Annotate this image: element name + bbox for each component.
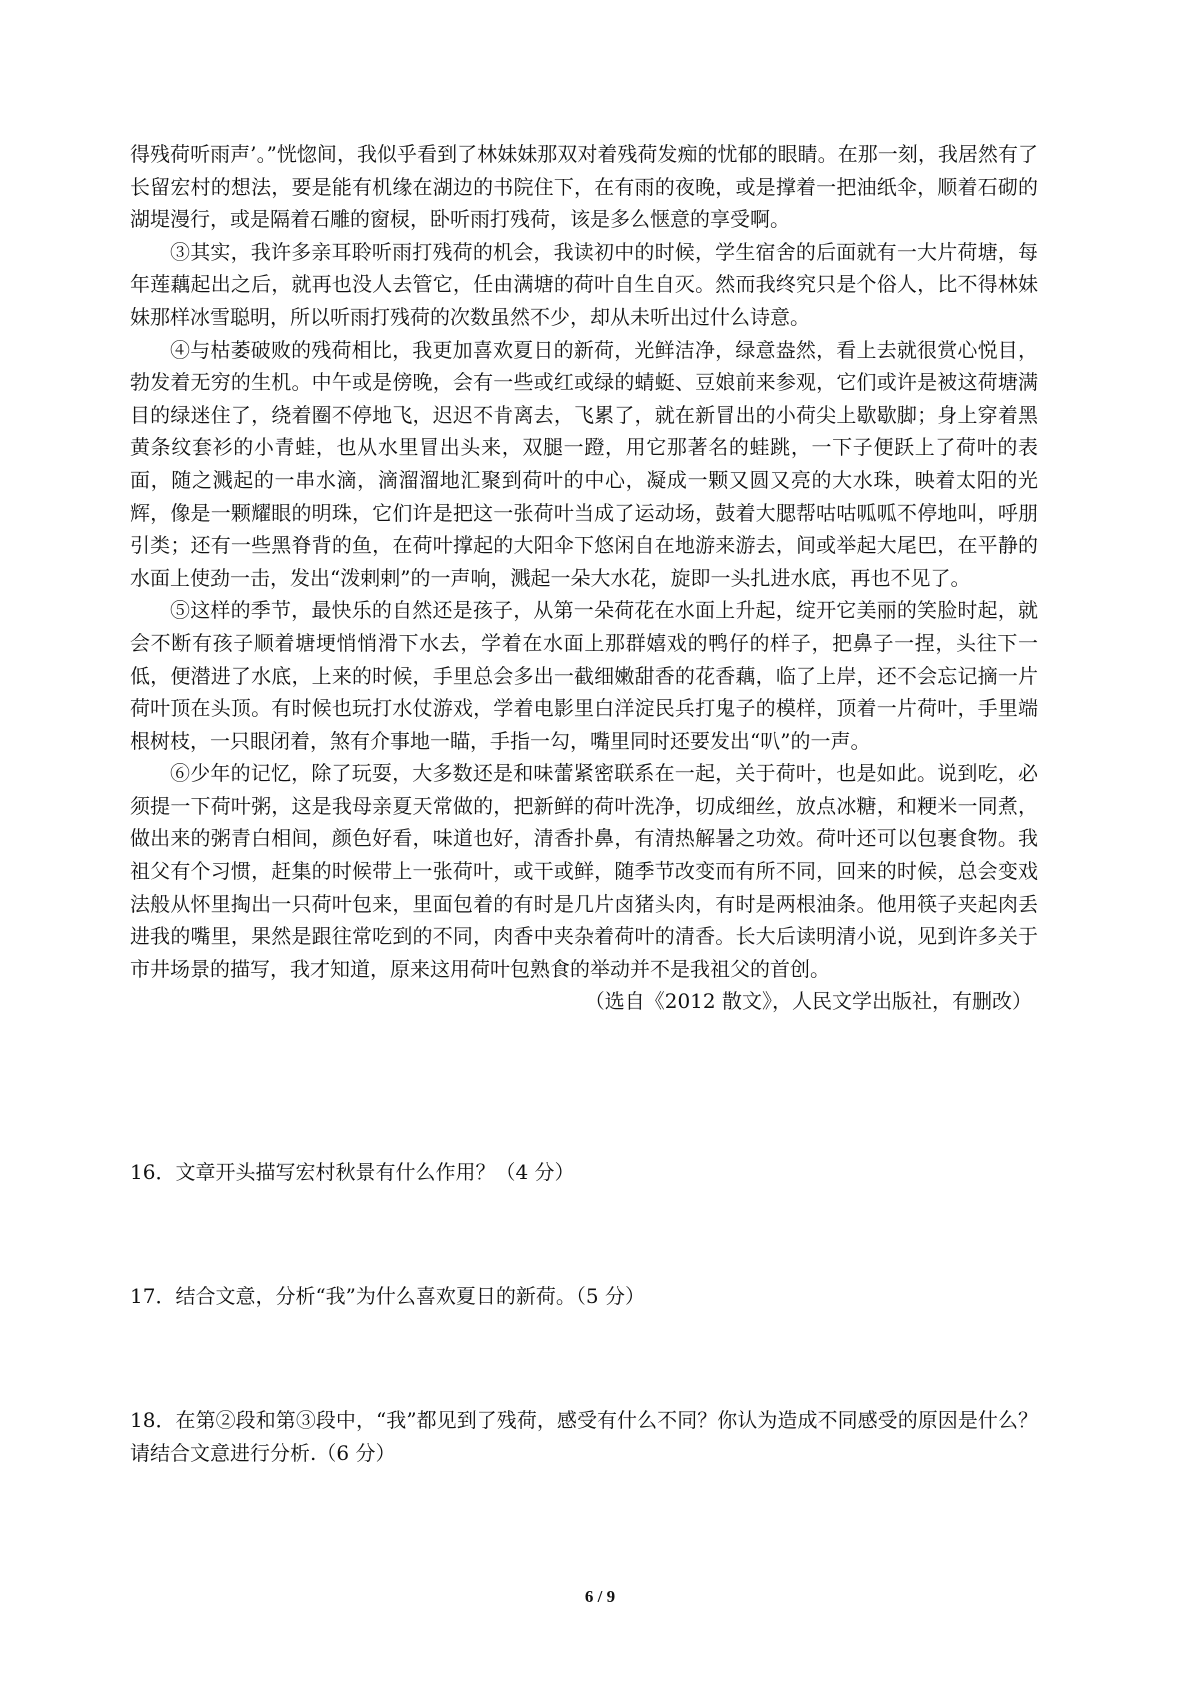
paragraph-6: ⑥少年的记忆，除了玩耍，大多数还是和味蕾紧密联系在一起，关于荷叶，也是如此。说到吃，必须提一下荷叶粥，这是我母亲夏天常做的，把新鲜的荷叶洗净，切成细丝，放点冰糖，和粳米一同煮，做出来的粥青白相间，颜色好看，味道也好，清香扑鼻，有清热解暑之功效。荷叶还可以包裹食物。我祖父有个习惯，赶集的时候带上一张荷叶，或干或鲜，随季节改变而有所不同，回来的时候，总会变戏法般从怀里掏出一只荷叶包来，里面包着的有时是几片卤猪头肉，有时是两根油条。他用筷子夹起肉丢进我的嘴里，果然是跟往常吃到的不同，肉香中夹杂着荷叶的清香。长大后读明清小说，见到许多关于市井场景的描写，我才知道，原来这用荷叶包熟食的举动并不是我祖父的首创。 <box>130 761 1038 981</box>
page-number: 6 / 9 <box>584 1587 616 1606</box>
paragraph-5: ⑤这样的季节，最快乐的自然还是孩子，从第一朵荷花在水面上升起，绽开它美丽的笑脸时起，就会不断有孩子顺着塘埂悄悄滑下水去，学着在水面上那群嬉戏的鸭仔的样子，把鼻子一捏，头往下一低，便潜进了水底，上来的时候，手里总会多出一截细嫩甜香的花香藕，临了上岸，还不会忘记摘一片荷叶顶在头顶。有时候也玩打水仗游戏，学着电影里白洋淀民兵打鬼子的模样，顶着一片荷叶，手里端根树枝，一只眼闭着，煞有介事地一瞄，手指一勾，嘴里同时还要发出“叭”的一声。 <box>130 598 1038 753</box>
paragraph-2-continued: 得残荷听雨声’。”恍惚间，我似乎看到了林妹妹那双对着残荷发痴的忧郁的眼睛。在那一刻，我居然有了长留宏村的想法，要是能有机缘在湖边的书院住下，在有雨的夜晚，或是撑着一把油纸伞，顺着石砌的湖堤漫行，或是隔着石雕的窗棂，卧听雨打残荷，该是多么惬意的享受啊。 <box>130 142 1038 232</box>
source-citation: （选自《2012 散文》，人民文学出版社，有删改） <box>584 989 1032 1014</box>
article-body <box>130 138 1038 1018</box>
question-18: 18．在第②段和第③段中，“我”都见到了残荷，感受有什么不同？你认为造成不同感受的原因是什么？请结合文意进行分析.（6 分） <box>130 1408 1038 1465</box>
question-16: 16．文章开头描写宏村秋景有什么作用？（4 分） <box>130 1160 575 1184</box>
question-17: 17．结合文意，分析“我”为什么喜欢夏日的新荷。（5 分） <box>130 1284 645 1308</box>
paragraph-3: ③其实，我许多亲耳聆听雨打残荷的机会，我读初中的时候，学生宿舍的后面就有一大片荷塘，每年莲藕起出之后，就再也没人去管它，任由满塘的荷叶自生自灭。然而我终究只是个俗人，比不得林妹妹那样冰雪聪明，所以听雨打残荷的次数虽然不少，却从未听出过什么诗意。 <box>130 239 1038 329</box>
paragraph-4: ④与枯萎破败的残荷相比，我更加喜欢夏日的新荷，光鲜洁净，绿意盎然，看上去就很赏心悦目，勃发着无穷的生机。中午或是傍晚，会有一些或红或绿的蜻蜓、豆娘前来参观，它们或许是被这荷塘满目的绿迷住了，绕着圈不停地飞，迟迟不肯离去，飞累了，就在新冒出的小荷尖上歇歇脚；身上穿着黑黄条纹套衫的小青蛙，也从水里冒出头来，双腿一蹬，用它那著名的蛙跳，一下子便跃上了荷叶的表面，随之溅起的一串水滴，滴溜溜地汇聚到荷叶的中心，凝成一颗又圆又亮的大水珠，映着太阳的光辉，像是一颗耀眼的明珠，它们许是把这一张荷叶当成了运动场，鼓着大腮帮咕咕呱呱不停地叫，呼朋引类；还有一些黑脊背的鱼，在荷叶撑起的大阳伞下悠闲自在地游来游去，间或举起大尾巴，在平静的水面上使劲一击，发出“泼剌剌”的一声响，溅起一朵大水花，旋即一头扎进水底，再也不见了。 <box>130 337 1038 590</box>
